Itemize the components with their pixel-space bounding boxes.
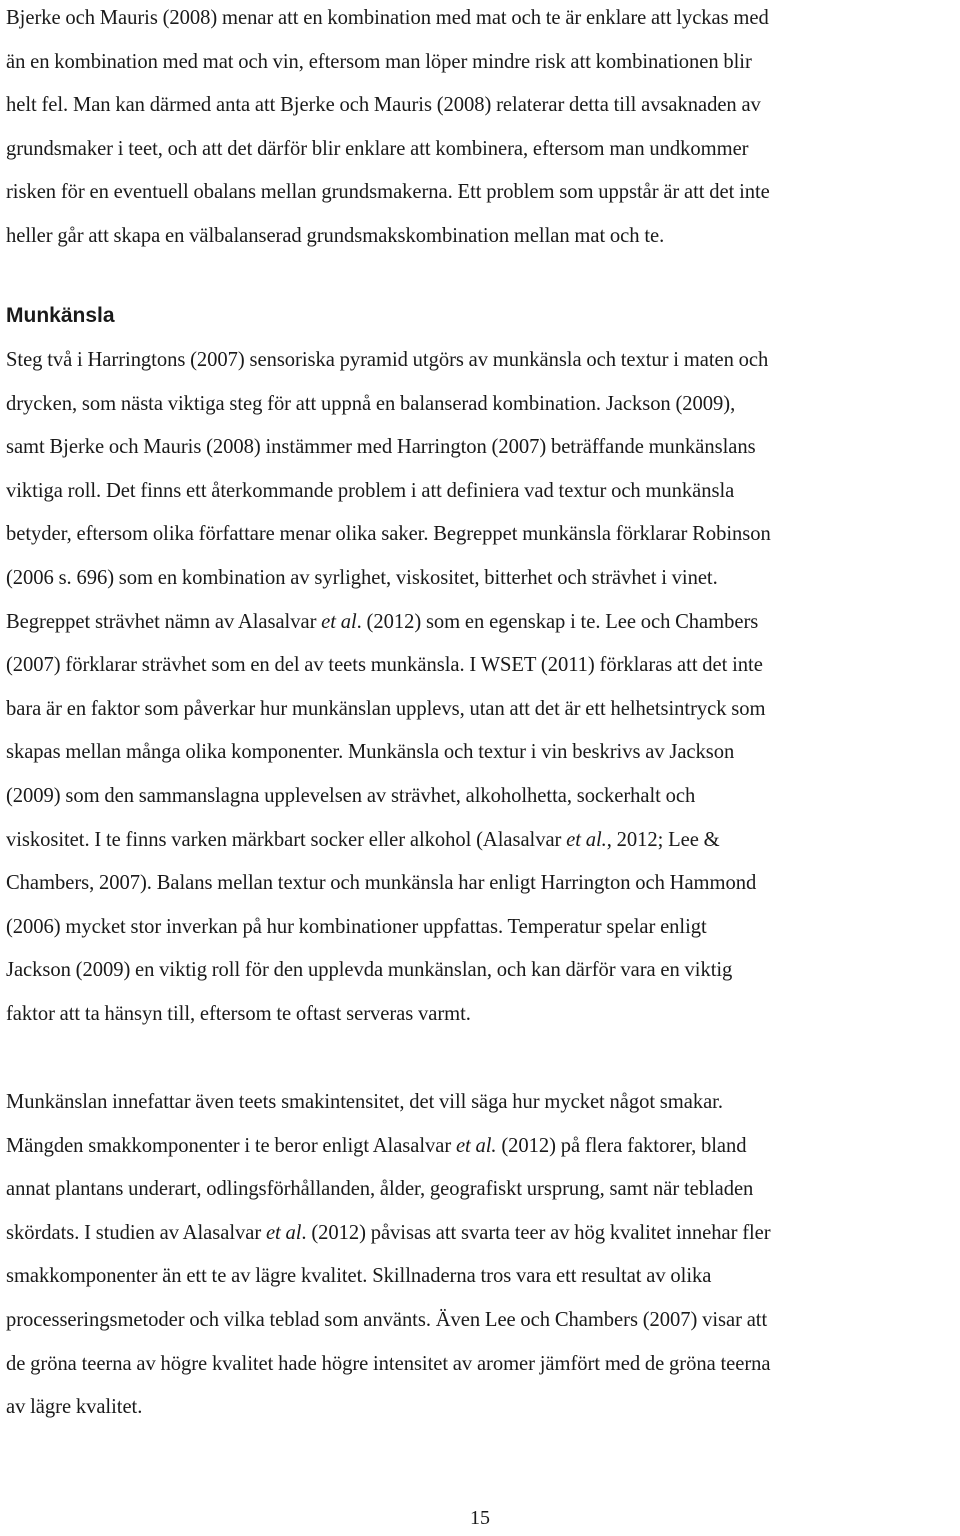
italic-citation: et al — [321, 610, 357, 633]
text-line — [6, 601, 771, 645]
text-line: smakkomponenter än ett te av lägre kvalitet. Skillnaderna tros vara ett resultat av olika — [6, 1265, 712, 1288]
text-line: grundsmaker i teet, och att det därför blir enklare att kombinera, eftersom man undkommer — [6, 137, 749, 160]
section-heading: Munkänsla — [6, 304, 115, 327]
text-line: av lägre kvalitet. — [6, 1396, 143, 1419]
text-line: (2006 s. 696) som en kombination av syrlighet, viskositet, bitterhet och strävhet i vinet. — [6, 566, 718, 589]
italic-citation: et al. — [455, 1134, 497, 1157]
text-run: viskositet. I te finns varken märkbart socker eller alkohol (Alasalvar — [6, 828, 567, 851]
text-run: Begreppet strävhet nämn av Alasalvar — [6, 610, 322, 633]
text-run: Mängden smakkomponenter i te beror enligt Alasalvar — [6, 1134, 456, 1157]
text-line: heller går att skapa en välbalanserad grundsmakskombination mellan mat och te. — [6, 224, 665, 247]
text-line: skapas mellan många olika komponenter. Munkänsla och textur i vin beskrivs av Jackson — [6, 741, 735, 764]
text-line: än en kombination med mat och vin, eftersom man löper mindre risk att kombinationen blir — [6, 50, 752, 73]
text-line: Jackson (2009) en viktig roll för den upplevda munkänslan, och kan därför vara en viktig — [6, 959, 733, 982]
text-line: (2009) som den sammanslagna upplevelsen av strävhet, alkoholhetta, sockerhalt och — [6, 784, 696, 807]
text-line: viktiga roll. Det finns ett återkommande problem i att definiera vad textur och munkänsla — [6, 479, 735, 502]
text-line — [6, 1125, 771, 1169]
paragraph-munkansla — [6, 339, 771, 1037]
text-line: (2007) förklarar strävhet som en del av teets munkänsla. I WSET (2011) förklaras att det inte — [6, 654, 763, 677]
italic-citation: et al. — [566, 828, 607, 851]
text-line: processeringsmetoder och vilka teblad som använts. Även Lee och Chambers (2007) visar att — [6, 1308, 768, 1331]
paragraph-smakintensitet — [6, 1081, 771, 1430]
text-run: (2012) på flera faktorer, bland — [496, 1134, 747, 1157]
text-line — [6, 1212, 771, 1256]
paragraph-intro — [6, 0, 770, 259]
text-line: annat plantans underart, odlingsförhållanden, ålder, geografiskt ursprung, samt när tebladen — [6, 1178, 754, 1201]
text-line: de gröna teerna av högre kvalitet hade högre intensitet av aromer jämfört med de gröna teerna — [6, 1352, 771, 1375]
text-line: Bjerke och Mauris (2008) menar att en kombination med mat och te är enklare att lyckas med — [6, 7, 769, 29]
text-line: faktor att ta hänsyn till, eftersom te oftast serveras varmt. — [6, 1002, 471, 1025]
text-line: Munkänslan innefattar även teets smakintensitet, det vill säga hur mycket något smakar. — [6, 1091, 723, 1113]
text-line: (2006) mycket stor inverkan på hur kombinationer uppfattas. Temperatur spelar enligt — [6, 915, 707, 938]
text-line: Steg två i Harringtons (2007) sensoriska pyramid utgörs av munkänsla och textur i maten och — [6, 349, 769, 371]
text-line: risken för en eventuell obalans mellan grundsmakerna. Ett problem som uppstår är att det inte — [6, 181, 770, 204]
text-line: helt fel. Man kan därmed anta att Bjerke och Mauris (2008) relaterar detta till avsaknaden av — [6, 94, 761, 117]
text-line — [6, 819, 771, 863]
text-run: skördats. I studien av Alasalvar — [6, 1221, 266, 1244]
text-run: . (2012) som en egenskap i te. Lee och Chambers — [356, 610, 759, 633]
text-run: . (2012) påvisas att svarta teer av hög kvalitet innehar fler — [301, 1221, 771, 1244]
text-run: , 2012; Lee & — [606, 828, 720, 851]
text-line: samt Bjerke och Mauris (2008) instämmer med Harrington (2007) beträffande munkänslans — [6, 436, 756, 459]
text-line: bara är en faktor som påverkar hur munkänslan upplevs, utan att det är ett helhetsintryck som — [6, 697, 766, 720]
text-line: drycken, som nästa viktiga steg för att uppnå en balanserad kombination. Jackson (2009), — [6, 392, 736, 415]
italic-citation: et al — [265, 1221, 302, 1244]
text-line: Chambers, 2007). Balans mellan textur och munkänsla har enligt Harrington och Hammond — [6, 872, 757, 895]
page-number: 15 — [470, 1507, 490, 1529]
text-line: betyder, eftersom olika författare menar olika saker. Begreppet munkänsla förklarar Robinson — [6, 523, 771, 546]
